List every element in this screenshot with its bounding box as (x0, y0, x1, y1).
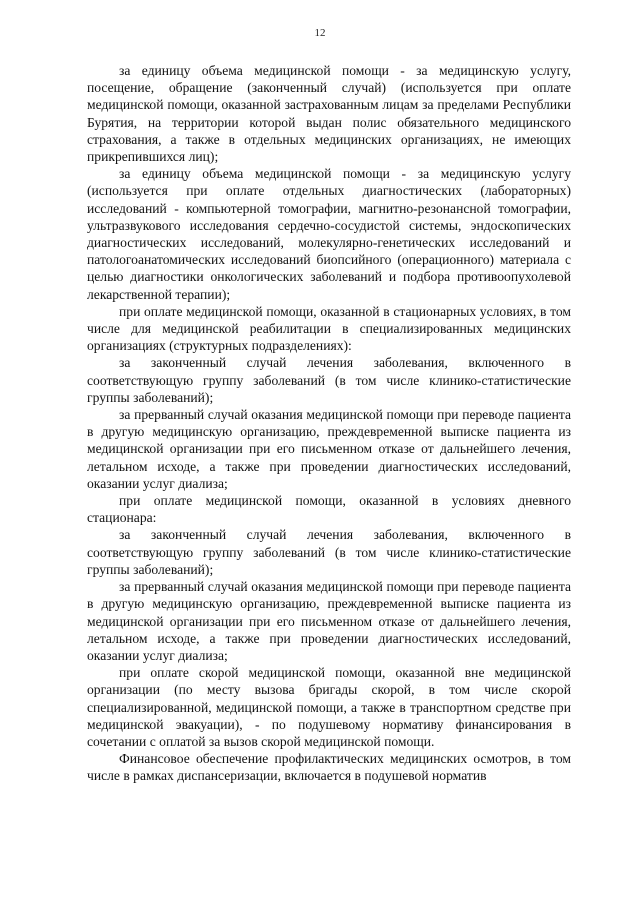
paragraph: за единицу объема медицинской помощи - за медицинскую услугу (используется при оплате отдельных диагностических (лабораторных) исследований - компьютерной томографии, магнитно-резонансной томографии, ультразвукового исследования сердечно-сосудистой системы, эндоскопических диагностических исследований, молекулярно-генетических исследований и патологоанатомических исследований биопсийного (операционного) материала с целью диагностики онкологических заболеваний и подбора противоопухолевой лекарственной терапии); (87, 166, 571, 302)
paragraph: Финансовое обеспечение профилактических медицинских осмотров, в том числе в рамках диспансеризации, включается в подушевой норматив (87, 751, 571, 784)
document-body (87, 62, 571, 785)
paragraph: при оплате медицинской помощи, оказанной в стационарных условиях, в том числе для медицинской реабилитации в специализированных медицинских организациях (структурных подразделениях): (87, 303, 571, 354)
paragraph: за единицу объема медицинской помощи - за медицинскую услугу, посещение, обращение (законченный случай) (используется при оплате медицинской помощи, оказанной застрахованным лицам за пределами Республики Бурятия, на территории которой выдан полис обязательного медицинского страхования, а также в отдельных медицинских организациях, не имеющих прикрепившихся лиц); (87, 63, 571, 165)
paragraph: при оплате скорой медицинской помощи, оказанной вне медицинской организации (по месту вызова бригады скорой, в том числе скорой специализированной, медицинской помощи, а также в транспортном средстве при медицинской эвакуации), - по подушевому нормативу финансирования в сочетании с оплатой за вызов скорой медицинской помощи. (87, 665, 571, 749)
paragraph: за прерванный случай оказания медицинской помощи при переводе пациента в другую медицинскую организацию, преждевременной выписке пациента из медицинской организации при его письменном отказе от дальнейшего лечения, летальном исходе, а также при проведении диагностических исследований, оказании услуг диализа; (87, 407, 571, 491)
paragraph: при оплате медицинской помощи, оказанной в условиях дневного стационара: (87, 493, 571, 526)
page-number: 12 (314, 27, 326, 39)
paragraph: за законченный случай лечения заболевания, включенного в соответствующую группу заболеваний (в том числе клинико-статистические группы заболеваний); (87, 355, 571, 405)
paragraph: за прерванный случай оказания медицинской помощи при переводе пациента в другую медицинскую организацию, преждевременной выписке пациента из медицинской организации при его письменном отказе от дальнейшего лечения, летальном исходе, а также при проведении диагностических исследований, оказании услуг диализа; (87, 579, 571, 663)
paragraph: за законченный случай лечения заболевания, включенного в соответствующую группу заболеваний (в том числе клинико-статистические группы заболеваний); (87, 527, 571, 577)
